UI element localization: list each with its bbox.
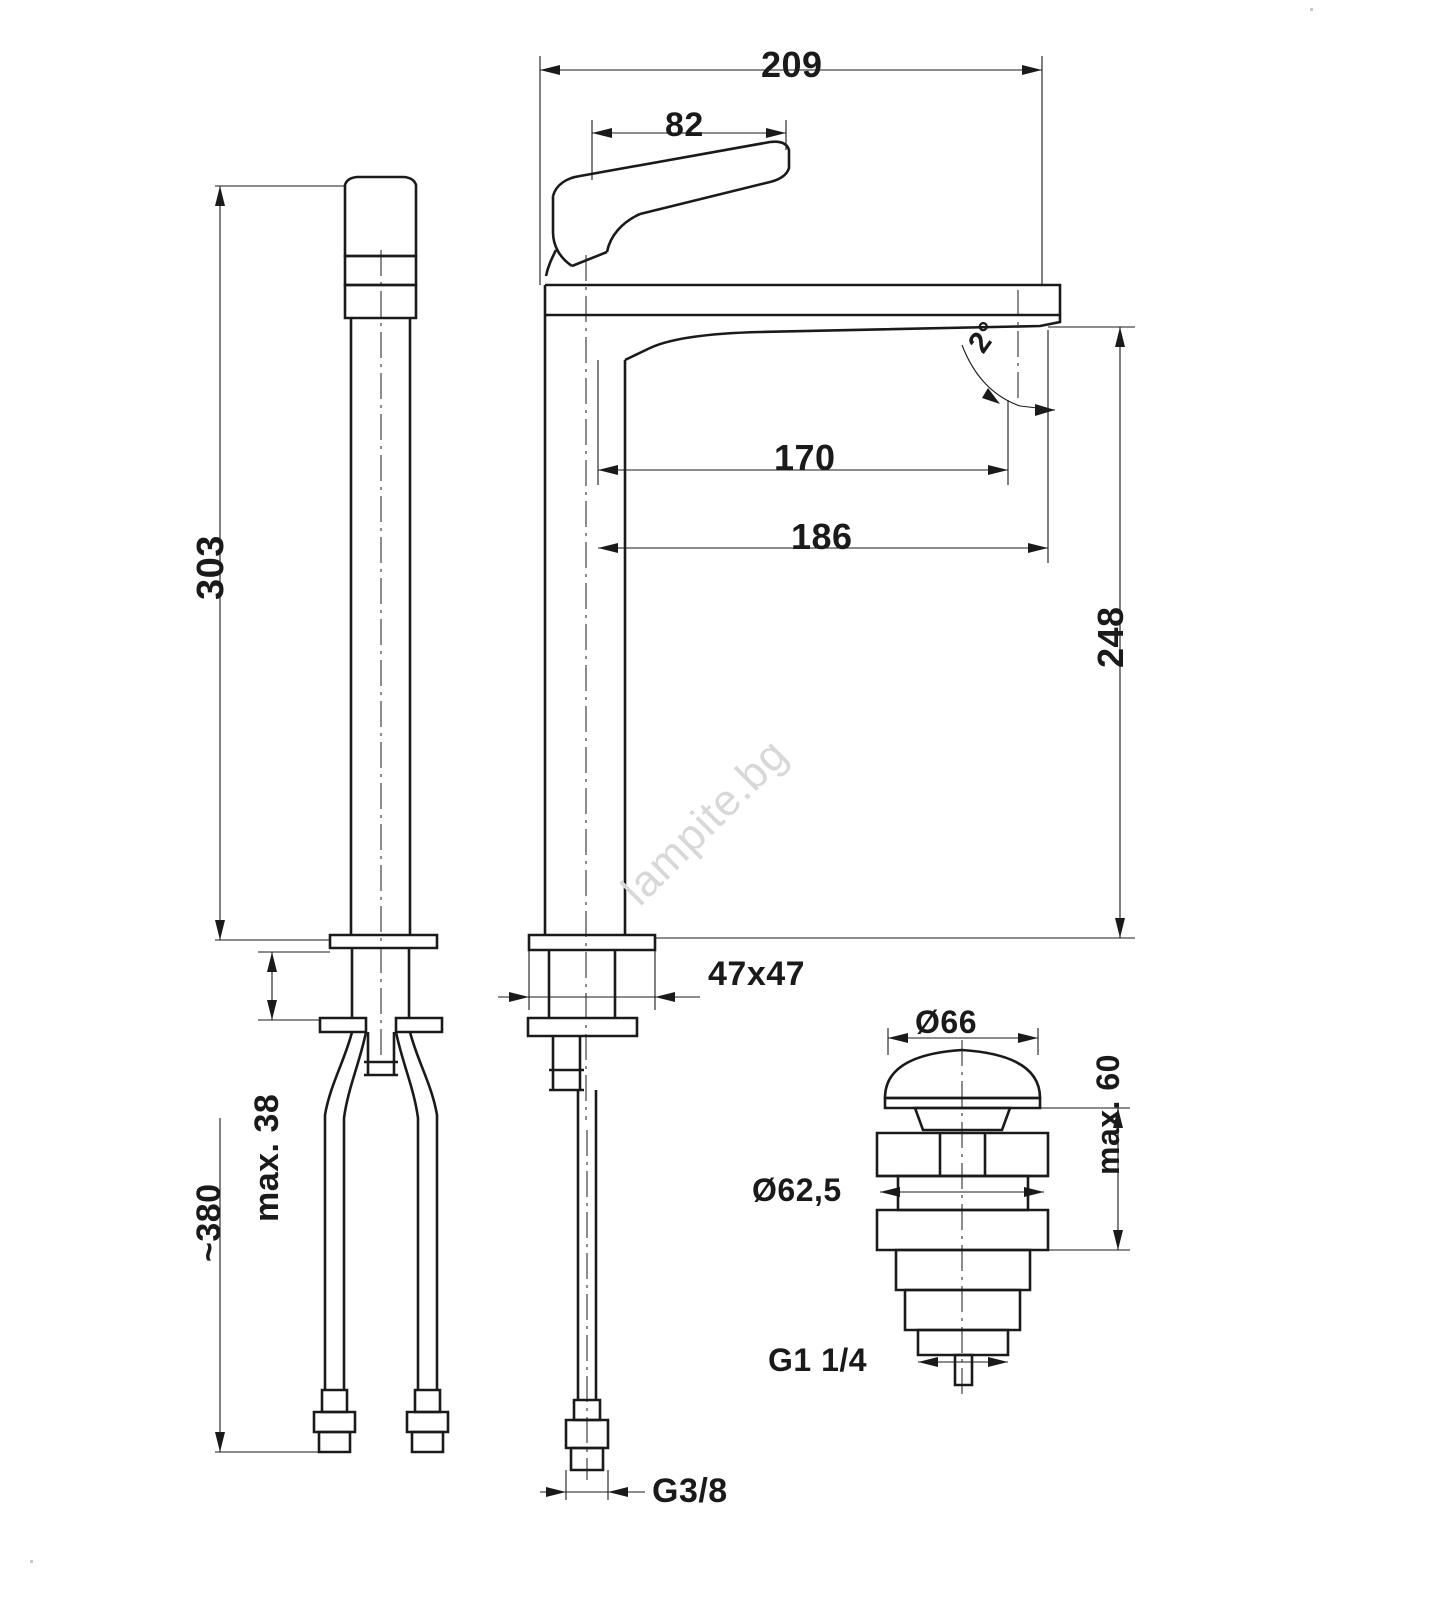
dimension-body-section: 47x47: [708, 955, 806, 993]
dimension-spout-height: 248: [1090, 606, 1131, 668]
dimension-flange-diameter: Ø62,5: [752, 1172, 842, 1208]
dimension-overall-width: 209: [761, 44, 823, 85]
dimension-max-waste-depth: max. 60: [1090, 1054, 1126, 1175]
dimension-hose-length: ~380: [190, 1183, 228, 1262]
dimension-max-deck-thickness: max. 38: [248, 1093, 286, 1222]
dimension-spout-angle: 2°: [962, 315, 1007, 359]
watermark-text: lampite.bg: [612, 729, 798, 915]
dimension-handle-reach: 82: [665, 106, 704, 144]
dimension-waste-thread: G1 1/4: [768, 1342, 868, 1378]
dimension-supply-thread: G3/8: [652, 1472, 728, 1510]
dimension-spout-reach-outer: 186: [791, 516, 853, 557]
dimension-spout-reach-inner: 170: [774, 437, 836, 478]
dimension-cap-diameter: Ø66: [915, 1004, 977, 1040]
dimension-total-height: 303: [190, 535, 232, 600]
